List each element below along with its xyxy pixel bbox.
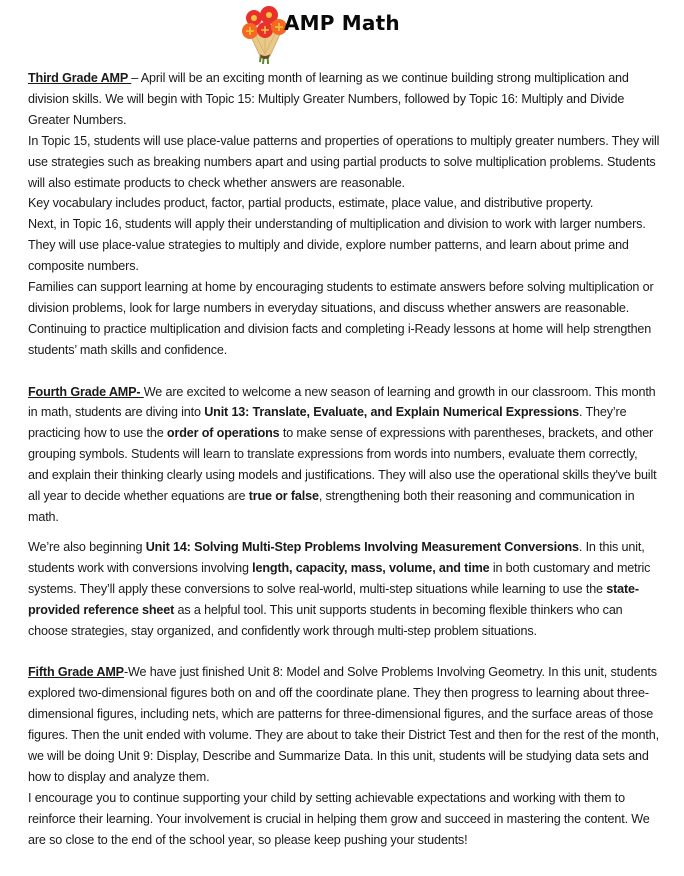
third-grade-heading: Third Grade AMP (28, 71, 132, 85)
fifth-grade-heading: Fifth Grade AMP (28, 665, 124, 680)
newsletter-header (0, 0, 684, 62)
fourth-grade-section (28, 382, 660, 642)
text-run: -We have just finished Unit 8: Model and Solve Problems Involving Geometry. In this unit, students explored two-dimensional figures both on and off the coordinate plane. They then progress to learning about three-dimensional figures, including nets, which are patterns for three-dimensional figures, and the surface areas of those figures. Then the unit ended with volume. They are about to take their District Test and then for the rest of the month, we will be doing Unit 9: Display, Describe and Summarize Data. In this unit, students will be studying data sets and how to display and analyze them. (28, 665, 659, 784)
true-or-false-term: true or false (248, 489, 319, 504)
order-of-operations-term: order of operations (166, 426, 280, 441)
paragraph-spacer (28, 528, 660, 537)
text-run: . In this unit, students work with conversions involving (28, 539, 645, 575)
text-run: We are excited to welcome a new season of learning and growth in our classroom. This month in math, students are diving into (28, 384, 656, 420)
measurement-types-term: length, capacity, mass, volume, and time (252, 560, 490, 575)
fourth-grade-unit13 (28, 382, 660, 528)
section-spacer (28, 641, 660, 662)
flower-bouquet-icon (240, 4, 290, 66)
reference-sheet-term: state-provided reference sheet (28, 581, 639, 617)
third-grade-intro-text: – April will be an exciting month of learning as we continue building strong multiplication and division skills. We will begin with Topic 15: Multiply Greater Numbers, followed by Topic 16: Multiply and Divide Greater Numbers. (28, 71, 629, 127)
third-grade-intro (28, 68, 660, 131)
third-grade-families: Families can support learning at home by encouraging students to estimate answers before solving multiplication or division problems, look for large numbers in everyday situations, and discuss whether answers are reasonable. Continuing to practice multiplication and division facts and completing i-Ready lessons at home will help strengthen students’ math skills and confidence. (28, 280, 654, 357)
third-grade-section (28, 68, 660, 361)
text-run: in both customary and metric systems. They’ll apply these conversions to solve real-world, multi-step situations while learning to use the (28, 560, 651, 596)
fifth-grade-encouragement: I encourage you to continue supporting your child by setting achievable expectations and working with them to reinforce their learning. Your involvement is crucial in helping them grow and succeed in mastering the content. We are so close to the end of the school year, so please keep pushing your students! (28, 790, 650, 847)
fourth-grade-heading: Fourth Grade AMP- (28, 384, 144, 399)
fifth-grade-units (28, 662, 660, 787)
unit14-title: Unit 14: Solving Multi-Step Problems Involving Measurement Conversions (145, 539, 579, 554)
page-title: AMP Math (284, 11, 400, 35)
third-grade-vocabulary: Key vocabulary includes product, factor, partial products, estimate, place value, and distributive property. (28, 196, 594, 211)
text-run: We’re also beginning (28, 539, 146, 554)
fifth-grade-section (28, 662, 660, 850)
text-run: , strengthening both their reasoning and communication in math. (28, 489, 635, 525)
third-grade-topic16: Next, in Topic 16, students will apply their understanding of multiplication and division to work with larger numbers. They will use place-value strategies to multiply and divide, explore number patterns, and learn about prime and composite numbers. (28, 217, 646, 274)
third-grade-topic15: In Topic 15, students will use place-value patterns and properties of operations to multiply greater numbers. They will use strategies such as breaking numbers apart and using partial products to solve multiplication problems. Students will also estimate products to check whether answers are reasonable. (28, 133, 660, 190)
newsletter-body (28, 68, 660, 851)
section-spacer (28, 361, 660, 382)
text-run: to make sense of expressions with parentheses, brackets, and other grouping symbols. Students will learn to translate expressions from words into numbers, evaluate them correctly, and explain their thinking clearly using models and justifications. They will also use the operational skills they've built all year to decide whether equations are (28, 426, 657, 504)
text-run: . They’re practicing how to use the (28, 405, 627, 441)
fourth-grade-unit14 (28, 537, 660, 642)
unit13-title: Unit 13: Translate, Evaluate, and Explain Numerical Expressions (204, 405, 580, 420)
text-run: as a helpful tool. This unit supports students in becoming flexible thinkers who can choose strategies, stay organized, and confidently work through multi-step problem situations. (28, 602, 623, 638)
